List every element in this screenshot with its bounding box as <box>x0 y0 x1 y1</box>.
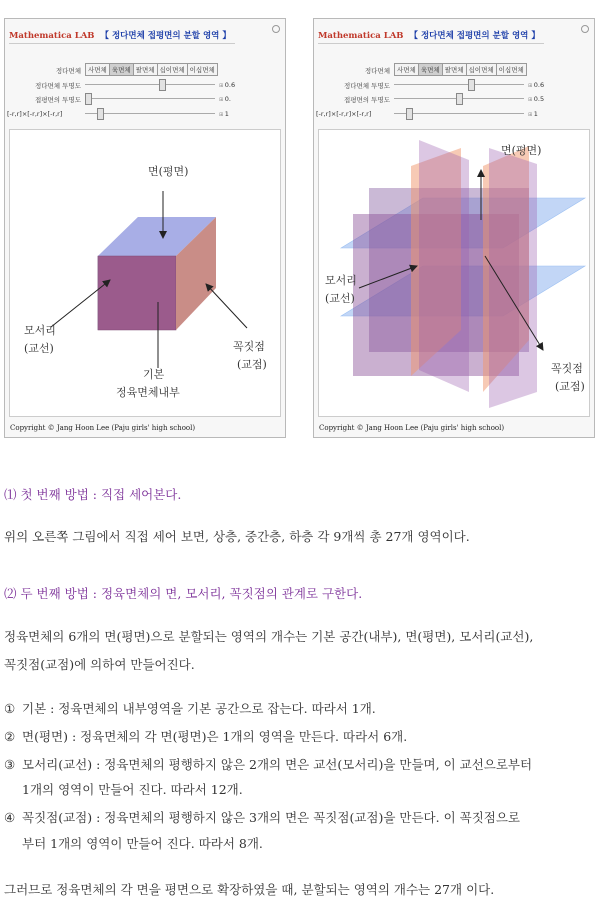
copyright: Copyright © Jang Hoon Lee (Paju girls' high school) <box>319 424 505 432</box>
label-face: 면(평면) <box>501 144 542 157</box>
shape-label: 정다면체 <box>55 67 81 75</box>
plane-side-left-2 <box>419 140 469 392</box>
list-number: ③ <box>4 757 16 772</box>
slider-row-polyhedron-opacity <box>5 78 287 92</box>
label-edge-1: 모서리 <box>325 274 357 287</box>
plane-side-right-2 <box>489 148 537 408</box>
slider-label: 정다면체 투명도 <box>34 82 81 90</box>
cube-face-front <box>98 256 176 330</box>
label-vertex-2: (교점) <box>237 358 267 371</box>
shape-option-dodecahedron[interactable]: 십이면체 <box>466 63 497 76</box>
label-vertex-1: 꼭짓점 <box>233 340 265 353</box>
list-text-continued: 1개의 영역이 만들어 진다. 따라서 12개. <box>22 782 243 797</box>
slider-value: ⊞ 0.6 <box>219 81 236 89</box>
slider-track[interactable] <box>85 113 215 114</box>
slider-thumb[interactable] <box>159 79 166 91</box>
list-item <box>4 808 520 826</box>
divider <box>318 43 544 44</box>
slider-label: [-r,r]×[-r,r]×[-r,r] <box>316 110 372 118</box>
list-number: ① <box>4 701 16 716</box>
slider-value: ⊞ 1 <box>219 110 229 118</box>
cube-viewport[interactable] <box>9 129 281 417</box>
shape-option-icosahedron[interactable]: 이십면체 <box>496 63 527 76</box>
label-face: 면(평면) <box>148 165 189 178</box>
shape-option-hexahedron[interactable]: 육면체 <box>418 63 443 76</box>
list-item <box>4 755 532 773</box>
shape-selector-row <box>5 63 287 77</box>
list-text-continued: 부터 1개의 영역이 만들어 진다. 따라서 8개. <box>22 836 263 851</box>
list-text: 면(평면) : 정육면체의 각 면(평면)은 1개의 영역을 만든다. 따라서 6개. <box>22 729 408 744</box>
list-item <box>4 699 376 717</box>
slider-track[interactable] <box>394 113 524 114</box>
slider-label: [-r,r]×[-r,r]×[-r,r] <box>7 110 63 118</box>
planes-figure <box>319 130 589 416</box>
slider-value: ⊞ 0. <box>219 95 231 103</box>
shape-option-octahedron[interactable]: 팔면체 <box>133 63 158 76</box>
label-edge-2: (교선) <box>24 342 54 355</box>
label-edge-2: (교선) <box>325 292 355 305</box>
slider-row-plane-opacity <box>5 92 287 106</box>
shape-option-octahedron[interactable]: 팔면체 <box>442 63 467 76</box>
divider <box>9 43 235 44</box>
label-vertex-1: 꼭짓점 <box>551 362 583 375</box>
slider-value: ⊞ 1 <box>528 110 538 118</box>
shape-segmented-control <box>394 63 526 76</box>
label-base-2: 정육면체내부 <box>116 386 180 399</box>
panel-subtitle: 【 정다면체 접평면의 분할 영역 】 <box>409 31 540 41</box>
slider-row-range <box>5 107 287 121</box>
slider-value: ⊞ 0.5 <box>528 95 545 103</box>
panel-title: Mathematica LAB 【 정다면체 접평면의 분할 영역 】 <box>318 31 540 41</box>
panel-right <box>313 18 595 438</box>
shape-label: 정다면체 <box>364 67 390 75</box>
slider-row-plane-opacity <box>314 92 596 106</box>
shape-segmented-control <box>85 63 217 76</box>
paragraph-method-1: 위의 오른쪽 그림에서 직접 세어 보면, 상층, 중간층, 하층 각 9개씩 총 27개 영역이다. <box>4 529 470 544</box>
list-text: 모서리(교선) : 정육면체의 평행하지 않은 2개의 면은 교선(모서리)을 만들며, 이 교선으로부터 <box>22 757 533 772</box>
slider-track[interactable] <box>394 98 524 99</box>
label-edge-1: 모서리 <box>24 324 56 337</box>
slider-thumb[interactable] <box>468 79 475 91</box>
slider-label: 정다면체 투명도 <box>343 82 390 90</box>
shape-option-dodecahedron[interactable]: 십이면체 <box>157 63 188 76</box>
slider-label: 접평면의 투명도 <box>34 96 81 104</box>
planes-viewport[interactable] <box>318 129 590 417</box>
conclusion: 그러므로 정육면체의 각 면을 평면으로 확장하였을 때, 분할되는 영역의 개수는 27개 이다. <box>4 882 495 897</box>
panel-title: Mathematica LAB 【 정다면체 접평면의 분할 영역 】 <box>9 31 231 41</box>
heading-method-2: ⑵ 두 번째 방법 : 정육면체의 면, 모서리, 꼭짓점의 관계로 구한다. <box>4 586 363 601</box>
shape-option-tetrahedron[interactable]: 사면체 <box>394 63 419 76</box>
slider-track[interactable] <box>85 98 215 99</box>
label-base-1: 기본 <box>143 368 165 381</box>
slider-track[interactable] <box>394 84 524 85</box>
list-text: 기본 : 정육면체의 내부영역을 기본 공간으로 잡는다. 따라서 1개. <box>22 701 376 716</box>
close-icon[interactable] <box>581 25 589 33</box>
heading-method-1: ⑴ 첫 번째 방법 : 직접 세어본다. <box>4 487 182 502</box>
copyright: Copyright © Jang Hoon Lee (Paju girls' high school) <box>10 424 196 432</box>
label-vertex-2: (교점) <box>555 380 585 393</box>
slider-thumb[interactable] <box>85 93 92 105</box>
panel-subtitle: 【 정다면체 접평면의 분할 영역 】 <box>100 31 231 41</box>
paragraph-method-2-line2: 꼭짓점(교점)에 의하여 만들어진다. <box>4 657 195 672</box>
paragraph-method-2-line1: 정육면체의 6개의 면(평면)으로 분할되는 영역의 개수는 기본 공간(내부), 면(평면), 모서리(교선), <box>4 629 534 644</box>
list-number: ② <box>4 729 16 744</box>
shape-option-hexahedron[interactable]: 육면체 <box>109 63 134 76</box>
close-icon[interactable] <box>272 25 280 33</box>
arrow-vertex <box>206 284 247 328</box>
slider-row-polyhedron-opacity <box>314 78 596 92</box>
panel-left <box>4 18 286 438</box>
slider-thumb[interactable] <box>97 108 104 120</box>
slider-track[interactable] <box>85 84 215 85</box>
list-item <box>4 727 407 745</box>
list-number: ④ <box>4 810 16 825</box>
slider-thumb[interactable] <box>406 108 413 120</box>
slider-thumb[interactable] <box>456 93 463 105</box>
shape-selector-row <box>314 63 596 77</box>
shape-option-tetrahedron[interactable]: 사면체 <box>85 63 110 76</box>
slider-value: ⊞ 0.6 <box>528 81 545 89</box>
slider-label: 접평면의 투명도 <box>343 96 390 104</box>
list-text: 꼭짓점(교점) : 정육면체의 평행하지 않은 3개의 면은 꼭짓점(교점)을 만든다. 이 꼭짓점으로 <box>22 810 521 825</box>
slider-row-range <box>314 107 596 121</box>
shape-option-icosahedron[interactable]: 이십면체 <box>187 63 218 76</box>
